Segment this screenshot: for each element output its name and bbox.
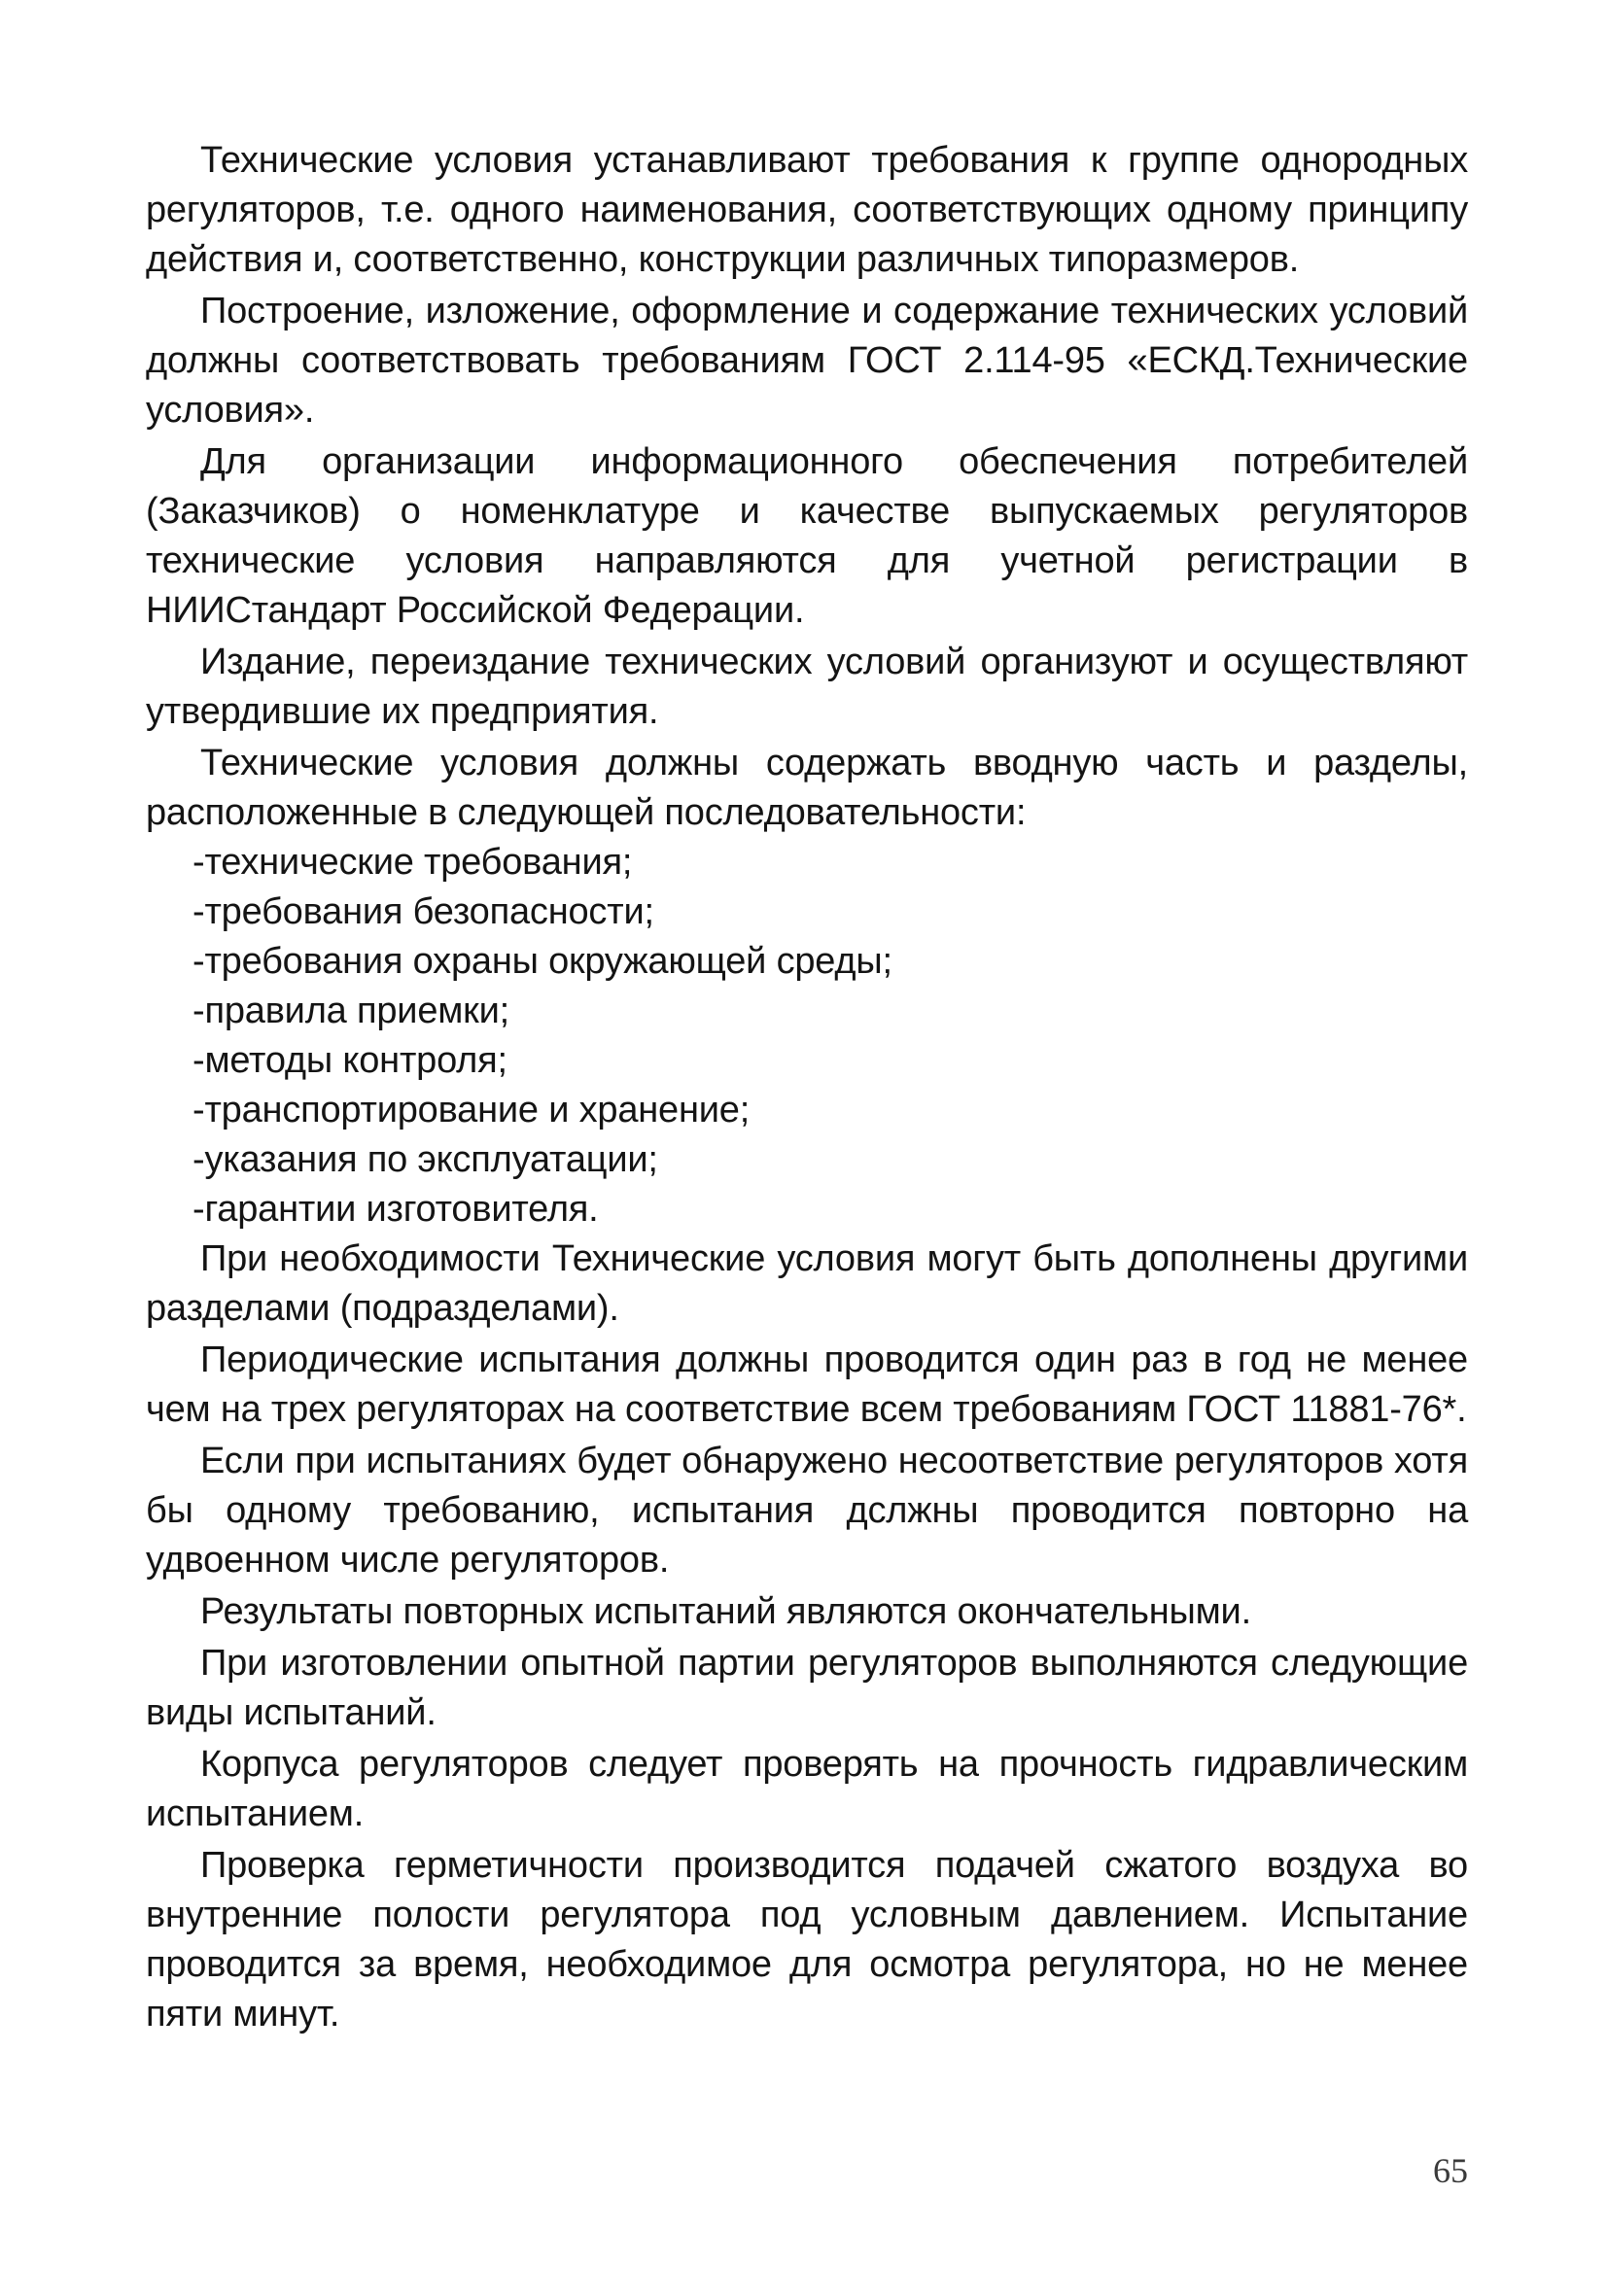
paragraph-periodic-tests: Периодические испытания должны проводится один раз в год не менее чем на трех регуляторах на соответствие всем требованиям ГОСТ 11881-76*. xyxy=(146,1339,1468,1430)
list-item: -указания по эксплуатации; xyxy=(192,1139,658,1180)
paragraph-additional-sections: При необходимости Технические условия могут быть дополнены другими разделами (подразделами). xyxy=(146,1238,1468,1329)
page-body xyxy=(146,136,1468,2039)
list-item: -правила приемки; xyxy=(192,991,509,1031)
paragraph-tightness-test: Проверка герметичности производится подачей сжатого воздуха во внутренние полости регулятора под условным давлением. Испытание проводится за время, необходимое для осмотра регулятора, но не менее пяти минут. xyxy=(146,1845,1468,2035)
sections-list xyxy=(146,838,1468,1235)
list-item: -методы контроля; xyxy=(192,1040,507,1081)
list-item: -требования безопасности; xyxy=(192,891,654,932)
paragraph-publication: Издание, переиздание технических условий организуют и осуществляют утвердившие их предприятия. xyxy=(146,642,1468,732)
list-item: -технические требования; xyxy=(192,842,633,883)
paragraph-retest: Если при испытаниях будет обнаружено несоответствие регуляторов хотя бы одному требованию, испытания дслжны проводится повторно на удвоенном числе регуляторов. xyxy=(146,1441,1468,1581)
paragraph-gost-requirements: Построение, изложение, оформление и содержание технических условий должны соответствовать требованиям ГОСТ 2.114-95 «ЕСКД.Технические условия». xyxy=(146,291,1468,431)
paragraph-retest-results: Результаты повторных испытаний являются окончательными. xyxy=(200,1591,1251,1632)
paragraph-registration: Для организации информационного обеспечения потребителей (Заказчиков) о номенклатуре и качестве выпускаемых регуляторов технические условия направляются для учетной регистрации в НИИСтандарт Российской Федерации. xyxy=(146,441,1468,631)
list-item: -транспортирование и хранение; xyxy=(192,1090,751,1131)
page-number: 65 xyxy=(1433,2151,1468,2190)
list-item: -требования охраны окружающей среды; xyxy=(192,941,892,982)
paragraph-strength-test: Корпуса регуляторов следует проверять на прочность гидравлическим испытанием. xyxy=(146,1744,1468,1834)
paragraph-tech-conditions-scope: Технические условия устанавливают требования к группе однородных регуляторов, т.е. одного наименования, соответствующих одному принципу действия и, соответственно, конструкции различных типоразмеров. xyxy=(146,140,1468,280)
paragraph-pilot-batch: При изготовлении опытной партии регуляторов выполняются следующие виды испытаний. xyxy=(146,1643,1468,1733)
paragraph-sections-intro: Технические условия должны содержать вводную часть и разделы, расположенные в следующей последовательности: xyxy=(146,743,1468,833)
list-item: -гарантии изготовителя. xyxy=(192,1189,599,1230)
